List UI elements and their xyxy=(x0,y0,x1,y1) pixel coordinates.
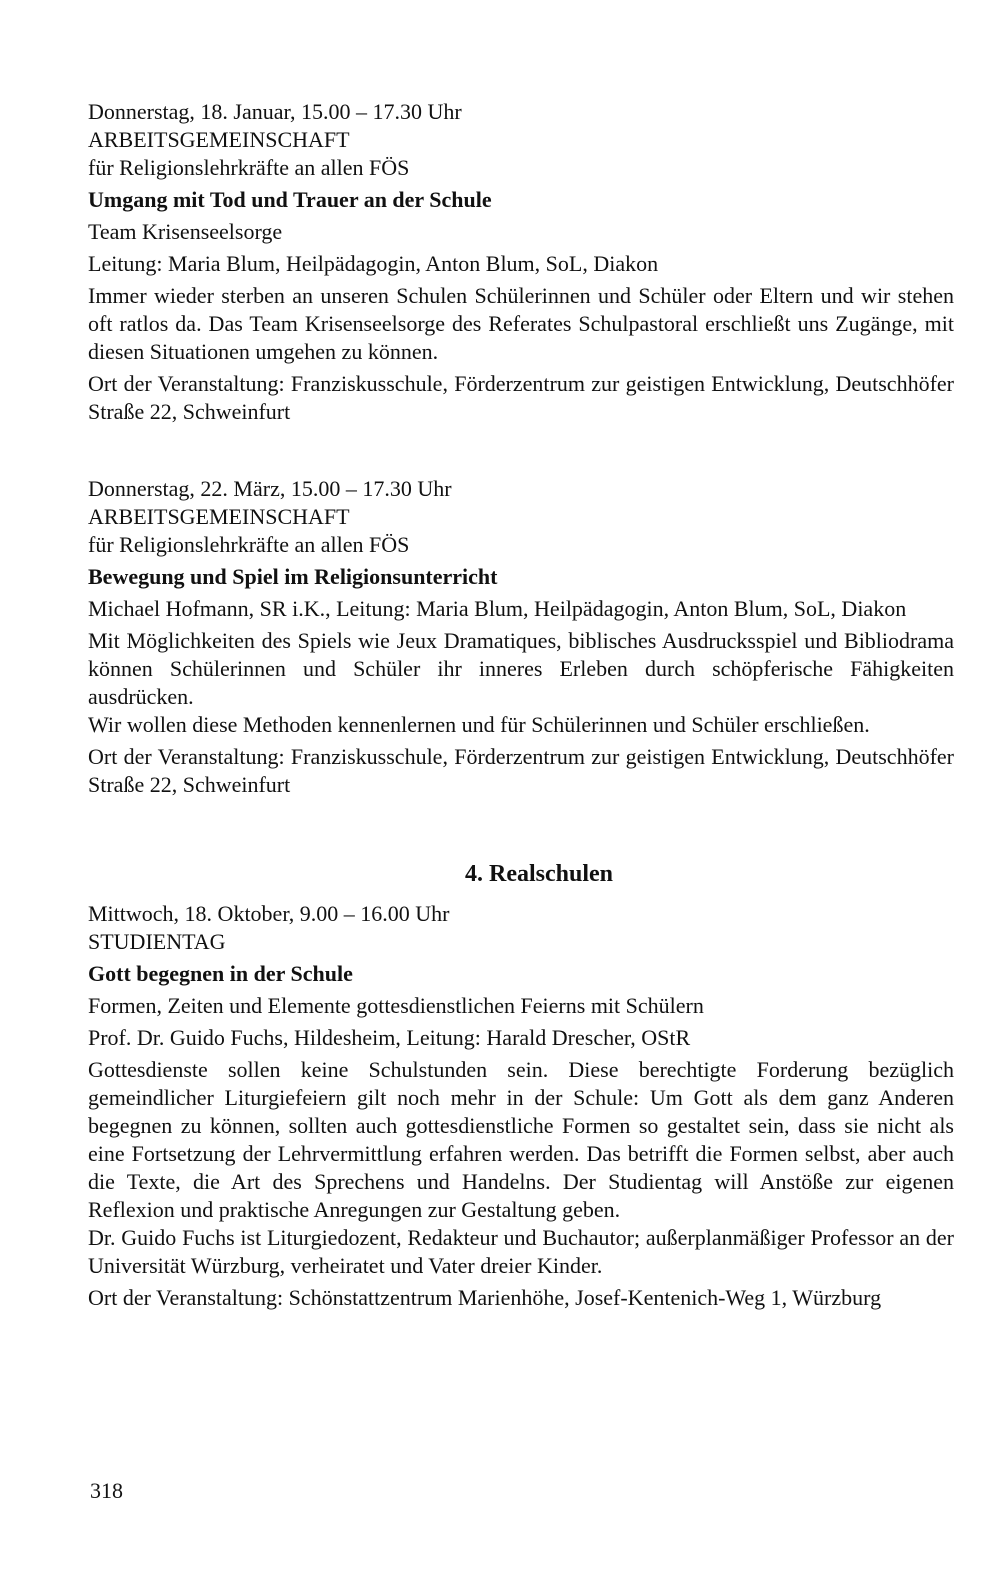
event-subtitle: Formen, Zeiten und Elemente gottesdienstlichen Feierns mit Schülern xyxy=(88,993,704,1018)
event-audience: für Religionslehrkräfte an allen FÖS xyxy=(88,155,410,180)
event-entry xyxy=(88,98,954,426)
event-type: ARBEITSGEMEINSCHAFT xyxy=(88,504,350,529)
event-description-continued: Wir wollen diese Methoden kennenlernen und für Schülerinnen und Schüler erschließen. xyxy=(88,712,870,737)
document-page xyxy=(88,98,954,1312)
event-location: Ort der Veranstaltung: Franziskusschule, Förderzentrum zur geistigen Entwicklung, Deutschhöfer Straße 22, Schweinfurt xyxy=(88,371,954,424)
event-date: Donnerstag, 22. März, 15.00 – 17.30 Uhr xyxy=(88,476,452,501)
event-entry xyxy=(88,900,954,1312)
event-description: Mit Möglichkeiten des Spiels wie Jeux Dramatiques, biblisches Ausdrucksspiel und Bibliodrama können Schülerinnen und Schüler ihr inneres Erleben durch schöpferische Fähigkeiten ausdrücken. xyxy=(88,628,954,709)
event-type: STUDIENTAG xyxy=(88,929,226,954)
event-speaker: Team Krisenseelsorge xyxy=(88,219,283,244)
event-audience: für Religionslehrkräfte an allen FÖS xyxy=(88,532,410,557)
event-description: Gottesdienste sollen keine Schulstunden sein. Diese berechtigte Forderung bezüglich gemeindlicher Liturgiefeiern gilt noch mehr in der Schule: Um Gott als dem ganz Anderen begegnen zu können, sollten auch gottesdienstliche Formen so gestaltet sein, dass sie nicht als eine Fortsetzung der Lehrvermittlung erfahren werden. Das betrifft die Formen selbst, aber auch die Texte, die Art des Sprechens und Handelns. Der Studientag will Anstöße zur eigenen Reflexion und praktische Anregungen zur Gestaltung geben. xyxy=(88,1057,954,1222)
event-entry xyxy=(88,475,954,799)
event-location: Ort der Veranstaltung: Schönstattzentrum Marienhöhe, Josef-Kentenich-Weg 1, Würzburg xyxy=(88,1285,882,1310)
event-date: Mittwoch, 18. Oktober, 9.00 – 16.00 Uhr xyxy=(88,901,450,926)
event-speaker-leitung: Michael Hofmann, SR i.K., Leitung: Maria Blum, Heilpädagogin, Anton Blum, SoL, Diakon xyxy=(88,596,907,621)
event-type: ARBEITSGEMEINSCHAFT xyxy=(88,127,350,152)
event-title: Gott begegnen in der Schule xyxy=(88,961,353,986)
page-number: 318 xyxy=(90,1478,123,1503)
event-speaker-leitung: Prof. Dr. Guido Fuchs, Hildesheim, Leitung: Harald Drescher, OStR xyxy=(88,1025,691,1050)
event-title: Bewegung und Spiel im Religionsunterricht xyxy=(88,564,498,589)
event-title: Umgang mit Tod und Trauer an der Schule xyxy=(88,187,492,212)
event-author-bio: Dr. Guido Fuchs ist Liturgiedozent, Redakteur und Buchautor; außerplanmäßiger Professor an der Universität Würzburg, verheiratet und Vater dreier Kinder. xyxy=(88,1225,954,1278)
event-location: Ort der Veranstaltung: Franziskusschule, Förderzentrum zur geistigen Entwicklung, Deutschhöfer Straße 22, Schweinfurt xyxy=(88,744,954,797)
event-date: Donnerstag, 18. Januar, 15.00 – 17.30 Uhr xyxy=(88,99,462,124)
event-description: Immer wieder sterben an unseren Schulen Schülerinnen und Schüler oder Eltern und wir stehen oft ratlos da. Das Team Krisenseelsorge des Referates Schulpastoral erschließt uns Zugänge, mit diesen Situationen umgehen zu können. xyxy=(88,283,954,364)
event-leitung: Leitung: Maria Blum, Heilpädagogin, Anton Blum, SoL, Diakon xyxy=(88,251,659,276)
section-heading: 4. Realschulen xyxy=(464,861,613,887)
